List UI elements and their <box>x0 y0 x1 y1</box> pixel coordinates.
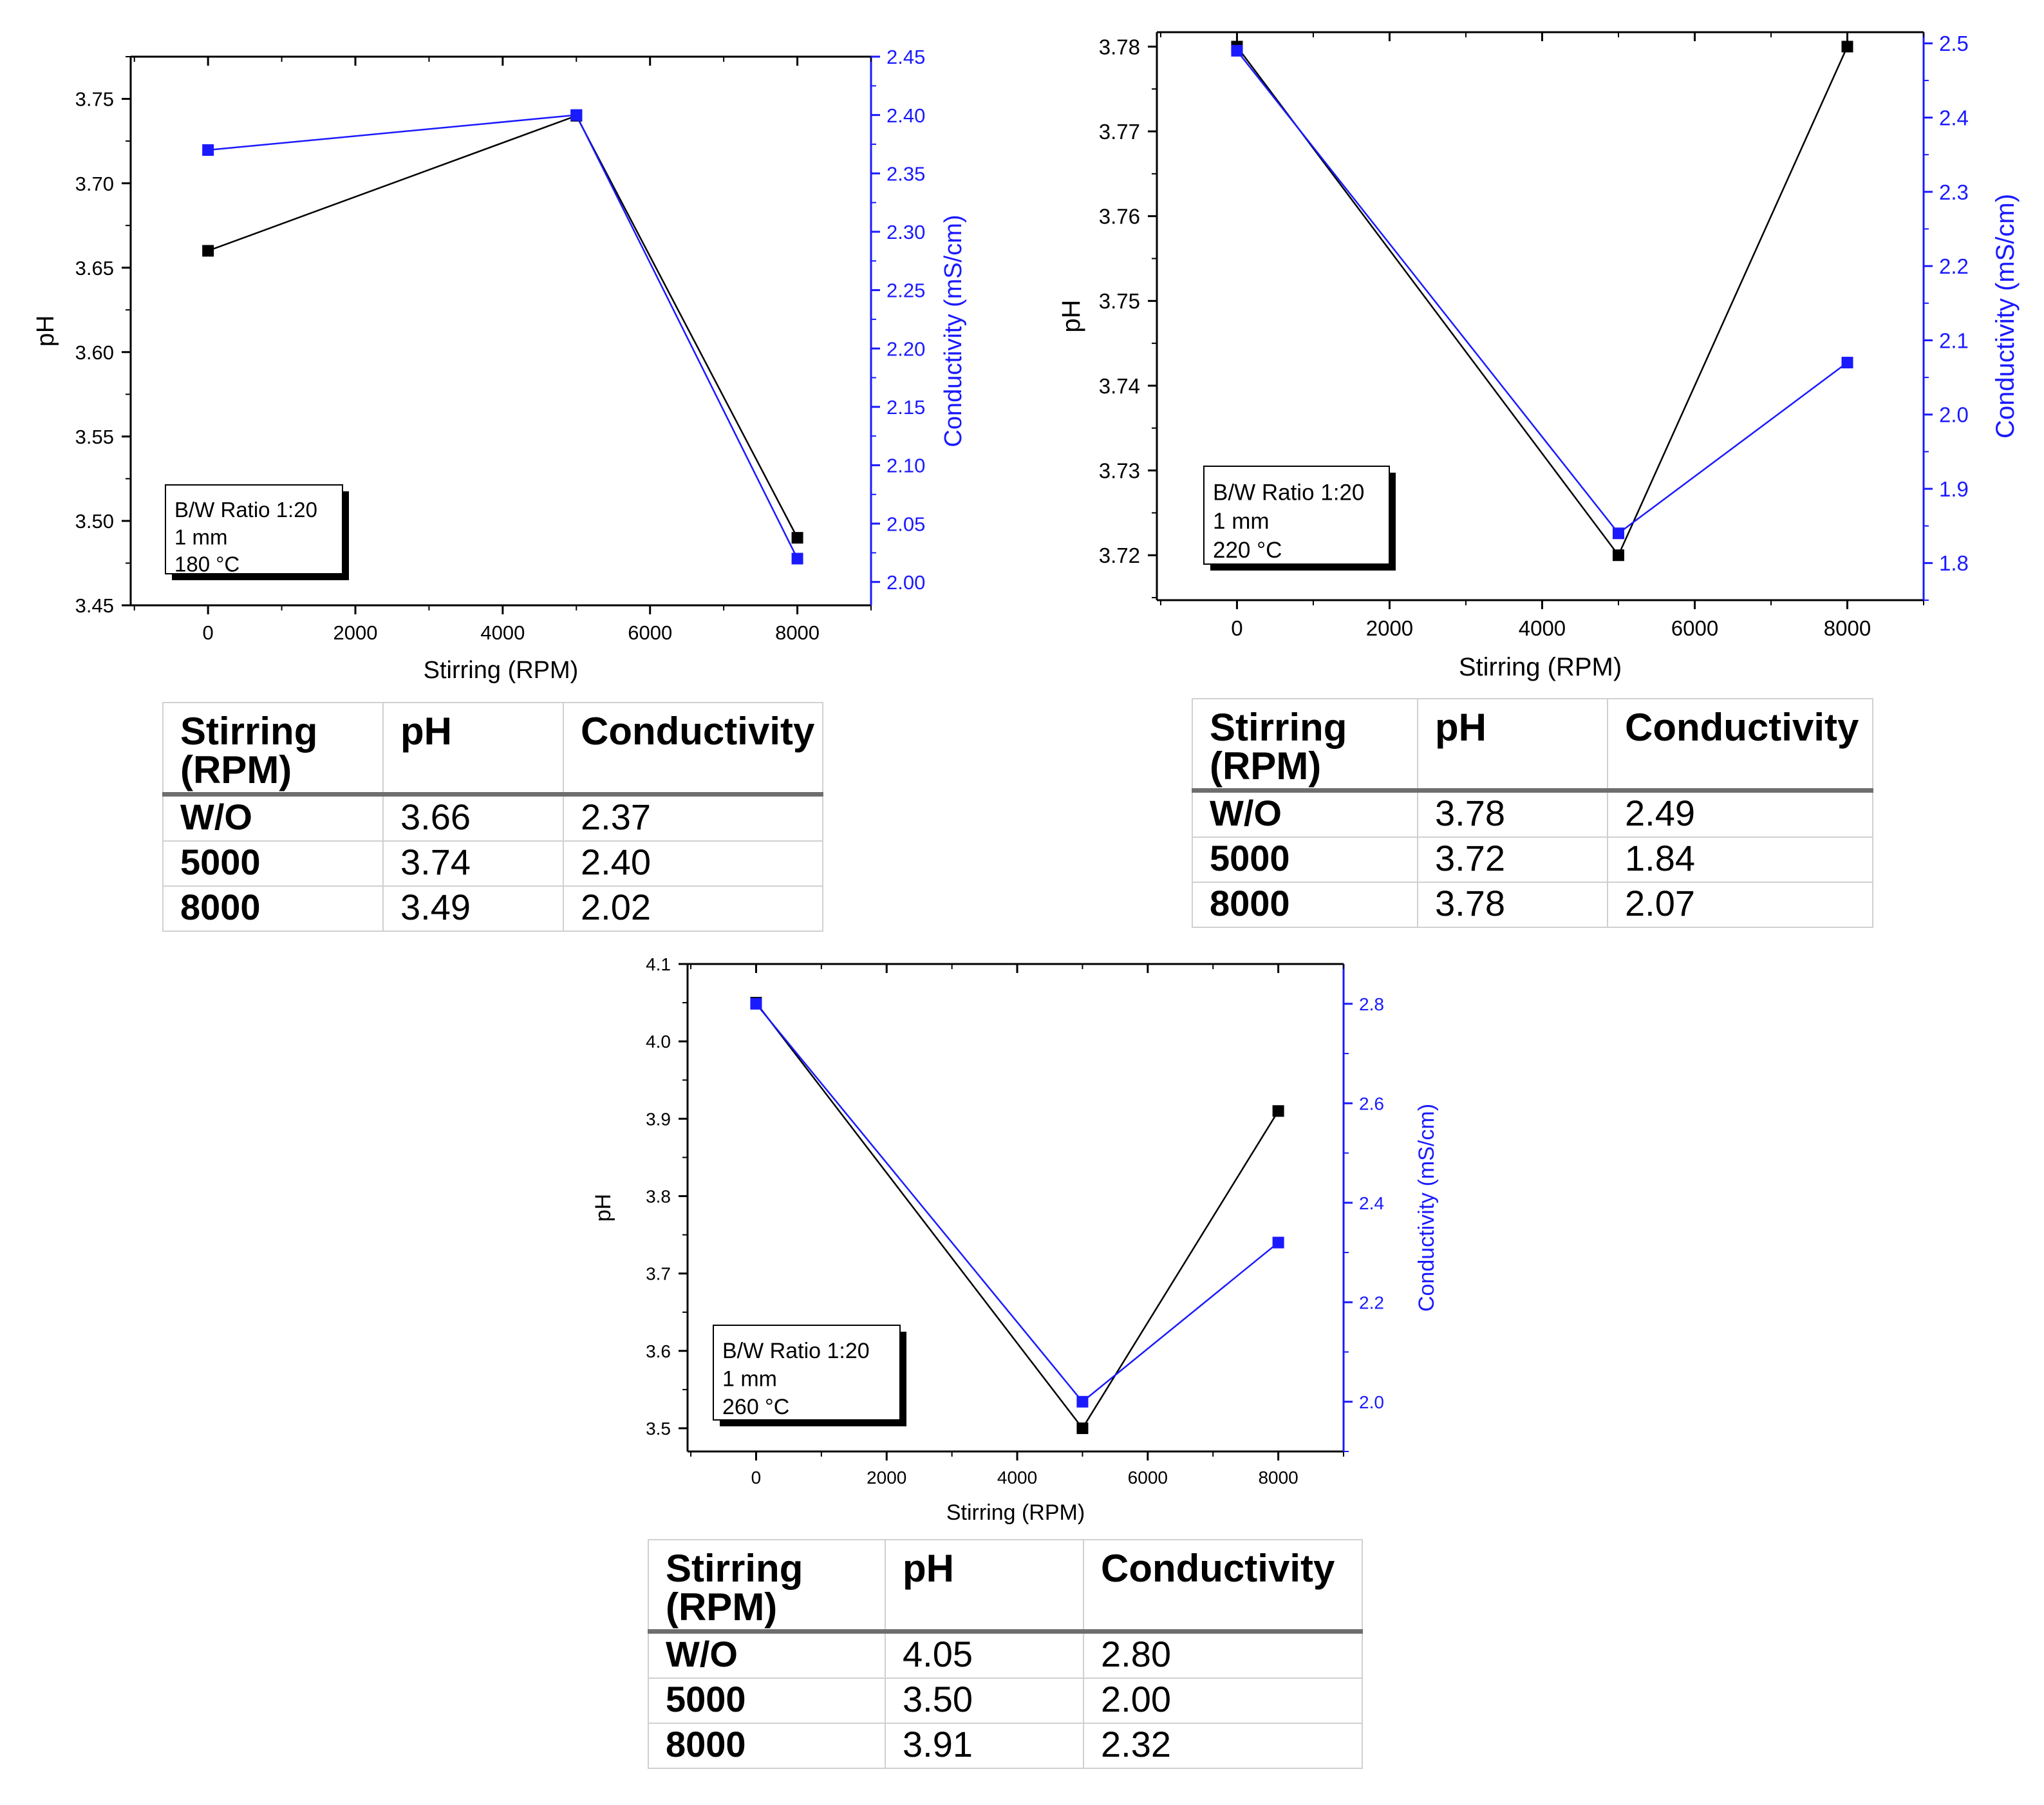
conductivity-point <box>1841 357 1853 368</box>
table-cell: 8000 <box>163 886 383 931</box>
y2-tick-label: 2.45 <box>886 46 926 69</box>
y-tick-label: 3.77 <box>1098 119 1140 144</box>
y-axis-title: pH <box>1057 299 1085 333</box>
x-tick-label: 4000 <box>997 1468 1038 1488</box>
annotation-text: B/W Ratio 1:20 <box>722 1339 870 1364</box>
x-tick-label: 8000 <box>1823 616 1871 640</box>
table-cell: W/O <box>648 1632 885 1679</box>
table-header-row <box>648 1540 1362 1632</box>
table-cell: 3.91 <box>885 1723 1083 1768</box>
table-header-cell: Stirring (RPM) <box>163 703 383 795</box>
x-tick-label: 0 <box>202 621 214 644</box>
table-cell: 3.78 <box>1418 882 1608 927</box>
table-cell: 3.49 <box>383 886 563 931</box>
y-tick-label: 3.45 <box>75 594 114 618</box>
x-tick-label: 8000 <box>1258 1468 1299 1488</box>
ph-point <box>1613 549 1624 561</box>
table-row <box>1192 791 1873 838</box>
table-cell: 3.50 <box>885 1678 1083 1723</box>
y-tick-label: 3.55 <box>75 426 114 449</box>
table-header-cell: Stirring (RPM) <box>648 1540 885 1632</box>
table-row <box>648 1678 1362 1723</box>
y2-tick-label: 1.9 <box>1939 477 1969 501</box>
table-header-row <box>163 703 823 795</box>
table-row <box>1192 882 1873 927</box>
conductivity-point <box>202 144 214 156</box>
y2-tick-label: 2.15 <box>886 395 926 419</box>
ph-point <box>792 532 803 543</box>
y-tick-label: 3.73 <box>1098 458 1140 483</box>
x-tick-label: 2000 <box>1365 616 1414 640</box>
y-tick-label: 3.6 <box>646 1341 671 1361</box>
y-axis-title: pH <box>32 315 59 347</box>
x-tick-label: 6000 <box>628 621 673 644</box>
y2-tick-label: 2.20 <box>886 337 926 361</box>
data-table-1 <box>162 702 823 932</box>
table-header-cell: pH <box>885 1540 1083 1632</box>
y-tick-label: 3.75 <box>1098 289 1140 314</box>
x-tick-label: 4000 <box>480 621 525 644</box>
x-tick-label: 6000 <box>1127 1468 1168 1488</box>
x-tick-label: 6000 <box>1671 616 1719 640</box>
table-cell: 5000 <box>648 1678 885 1723</box>
annotation-text: 260 °C <box>722 1395 790 1420</box>
table-cell: 2.37 <box>563 795 823 842</box>
table-row <box>163 795 823 842</box>
table-header-cell: pH <box>1418 699 1608 791</box>
x-axis-title: Stirring (RPM) <box>423 657 579 684</box>
x-axis-title: Stirring (RPM) <box>946 1500 1085 1525</box>
x-axis-title: Stirring (RPM) <box>1458 653 1622 681</box>
y2-tick-label: 2.8 <box>1359 994 1384 1014</box>
conductivity-point <box>1273 1237 1284 1249</box>
annotation-text: 1 mm <box>722 1366 777 1392</box>
conductivity-point <box>750 998 762 1010</box>
table-header-cell: Conductivity <box>563 703 823 795</box>
data-table-3 <box>648 1539 1363 1769</box>
y2-tick-label: 2.0 <box>1359 1392 1384 1412</box>
chart-1 <box>32 46 967 684</box>
ph-series-line <box>208 116 797 538</box>
table-row <box>648 1632 1362 1679</box>
table-header-row <box>1192 699 1873 791</box>
table-cell: 2.07 <box>1608 882 1873 927</box>
table-cell: 2.80 <box>1083 1632 1362 1679</box>
x-tick-label: 0 <box>1231 616 1243 640</box>
y-tick-label: 3.78 <box>1098 35 1140 59</box>
table-cell: 2.40 <box>563 841 823 886</box>
y-tick-label: 3.5 <box>646 1419 671 1439</box>
table-cell: 2.02 <box>563 886 823 931</box>
y2-tick-label: 2.05 <box>886 513 926 536</box>
table-row <box>163 886 823 931</box>
table-header-cell: Conductivity <box>1083 1540 1362 1632</box>
y2-tick-label: 2.5 <box>1939 32 1969 56</box>
conductivity-point <box>1076 1396 1088 1408</box>
y2-tick-label: 2.00 <box>886 571 926 594</box>
table-row <box>648 1723 1362 1768</box>
x-tick-label: 4000 <box>1518 616 1566 640</box>
data-table-2 <box>1192 698 1873 928</box>
table-header-cell: pH <box>383 703 563 795</box>
conductivity-point <box>1613 527 1624 539</box>
y-tick-label: 3.50 <box>75 510 114 533</box>
y-tick-label: 3.65 <box>75 256 114 279</box>
x-tick-label: 8000 <box>775 621 820 644</box>
y2-tick-label: 2.10 <box>886 454 926 477</box>
y-tick-label: 4.0 <box>646 1032 671 1052</box>
annotation-text: 1 mm <box>1213 509 1270 534</box>
ph-point <box>1841 41 1853 52</box>
chart-2 <box>1057 32 2020 681</box>
y2-tick-label: 2.25 <box>886 279 926 302</box>
y2-tick-label: 2.6 <box>1359 1093 1384 1114</box>
y-tick-label: 3.8 <box>646 1186 671 1207</box>
chart-3 <box>591 954 1439 1525</box>
table-cell: 3.66 <box>383 795 563 842</box>
table-row <box>163 841 823 886</box>
table-cell: 1.84 <box>1608 837 1873 882</box>
y2-tick-label: 1.8 <box>1939 551 1969 576</box>
table-cell: W/O <box>163 795 383 842</box>
ph-point <box>1273 1105 1284 1117</box>
y-tick-label: 3.74 <box>1098 373 1140 398</box>
y-tick-label: 4.1 <box>646 954 671 975</box>
table-cell: 8000 <box>1192 882 1418 927</box>
y2-tick-label: 2.4 <box>1939 106 1969 130</box>
conductivity-point <box>1231 45 1242 57</box>
y-tick-label: 3.72 <box>1098 543 1140 568</box>
table-cell: 2.49 <box>1608 791 1873 838</box>
y-tick-label: 3.60 <box>75 341 114 364</box>
ph-point <box>1076 1422 1088 1434</box>
y2-tick-label: 2.3 <box>1939 180 1969 204</box>
y2-tick-label: 2.40 <box>886 104 926 127</box>
table-cell: 2.32 <box>1083 1723 1362 1768</box>
y-axis-title: pH <box>591 1193 615 1222</box>
y2-axis-title: Conductivity (mS/cm) <box>1991 193 2020 439</box>
conductivity-series-line <box>1237 51 1847 533</box>
y-tick-label: 3.70 <box>75 172 114 195</box>
table-cell: W/O <box>1192 791 1418 838</box>
table-cell: 2.00 <box>1083 1678 1362 1723</box>
y-tick-label: 3.75 <box>75 88 114 111</box>
table-header-cell: Stirring (RPM) <box>1192 699 1418 791</box>
y2-tick-label: 2.4 <box>1359 1193 1384 1213</box>
ph-point <box>202 245 214 256</box>
y-tick-label: 3.76 <box>1098 204 1140 229</box>
annotation-text: 180 °C <box>174 552 240 576</box>
table-cell: 5000 <box>163 841 383 886</box>
table-cell: 8000 <box>648 1723 885 1768</box>
table-cell: 5000 <box>1192 837 1418 882</box>
y2-tick-label: 2.0 <box>1939 402 1969 427</box>
annotation-text: 1 mm <box>174 525 228 549</box>
y2-tick-label: 2.35 <box>886 162 926 185</box>
y2-axis-title: Conductivity (mS/cm) <box>940 214 967 448</box>
conductivity-point <box>570 109 582 121</box>
x-tick-label: 0 <box>751 1468 762 1488</box>
table-row <box>1192 837 1873 882</box>
table-cell: 3.74 <box>383 841 563 886</box>
y-tick-label: 3.7 <box>646 1263 671 1284</box>
table-cell: 3.78 <box>1418 791 1608 838</box>
y2-tick-label: 2.2 <box>1939 254 1969 279</box>
conductivity-point <box>792 553 803 564</box>
y2-tick-label: 2.1 <box>1939 328 1969 353</box>
annotation-text: 220 °C <box>1213 537 1282 563</box>
y2-tick-label: 2.2 <box>1359 1292 1384 1313</box>
y2-axis-title: Conductivity (mS/cm) <box>1414 1103 1439 1312</box>
annotation-text: B/W Ratio 1:20 <box>174 498 317 522</box>
table-cell: 4.05 <box>885 1632 1083 1679</box>
x-tick-label: 2000 <box>867 1468 907 1488</box>
annotation-text: B/W Ratio 1:20 <box>1213 480 1365 506</box>
y-tick-label: 3.9 <box>646 1109 671 1129</box>
table-cell: 3.72 <box>1418 837 1608 882</box>
table-header-cell: Conductivity <box>1608 699 1873 791</box>
y2-tick-label: 2.30 <box>886 221 926 244</box>
x-tick-label: 2000 <box>333 621 378 644</box>
